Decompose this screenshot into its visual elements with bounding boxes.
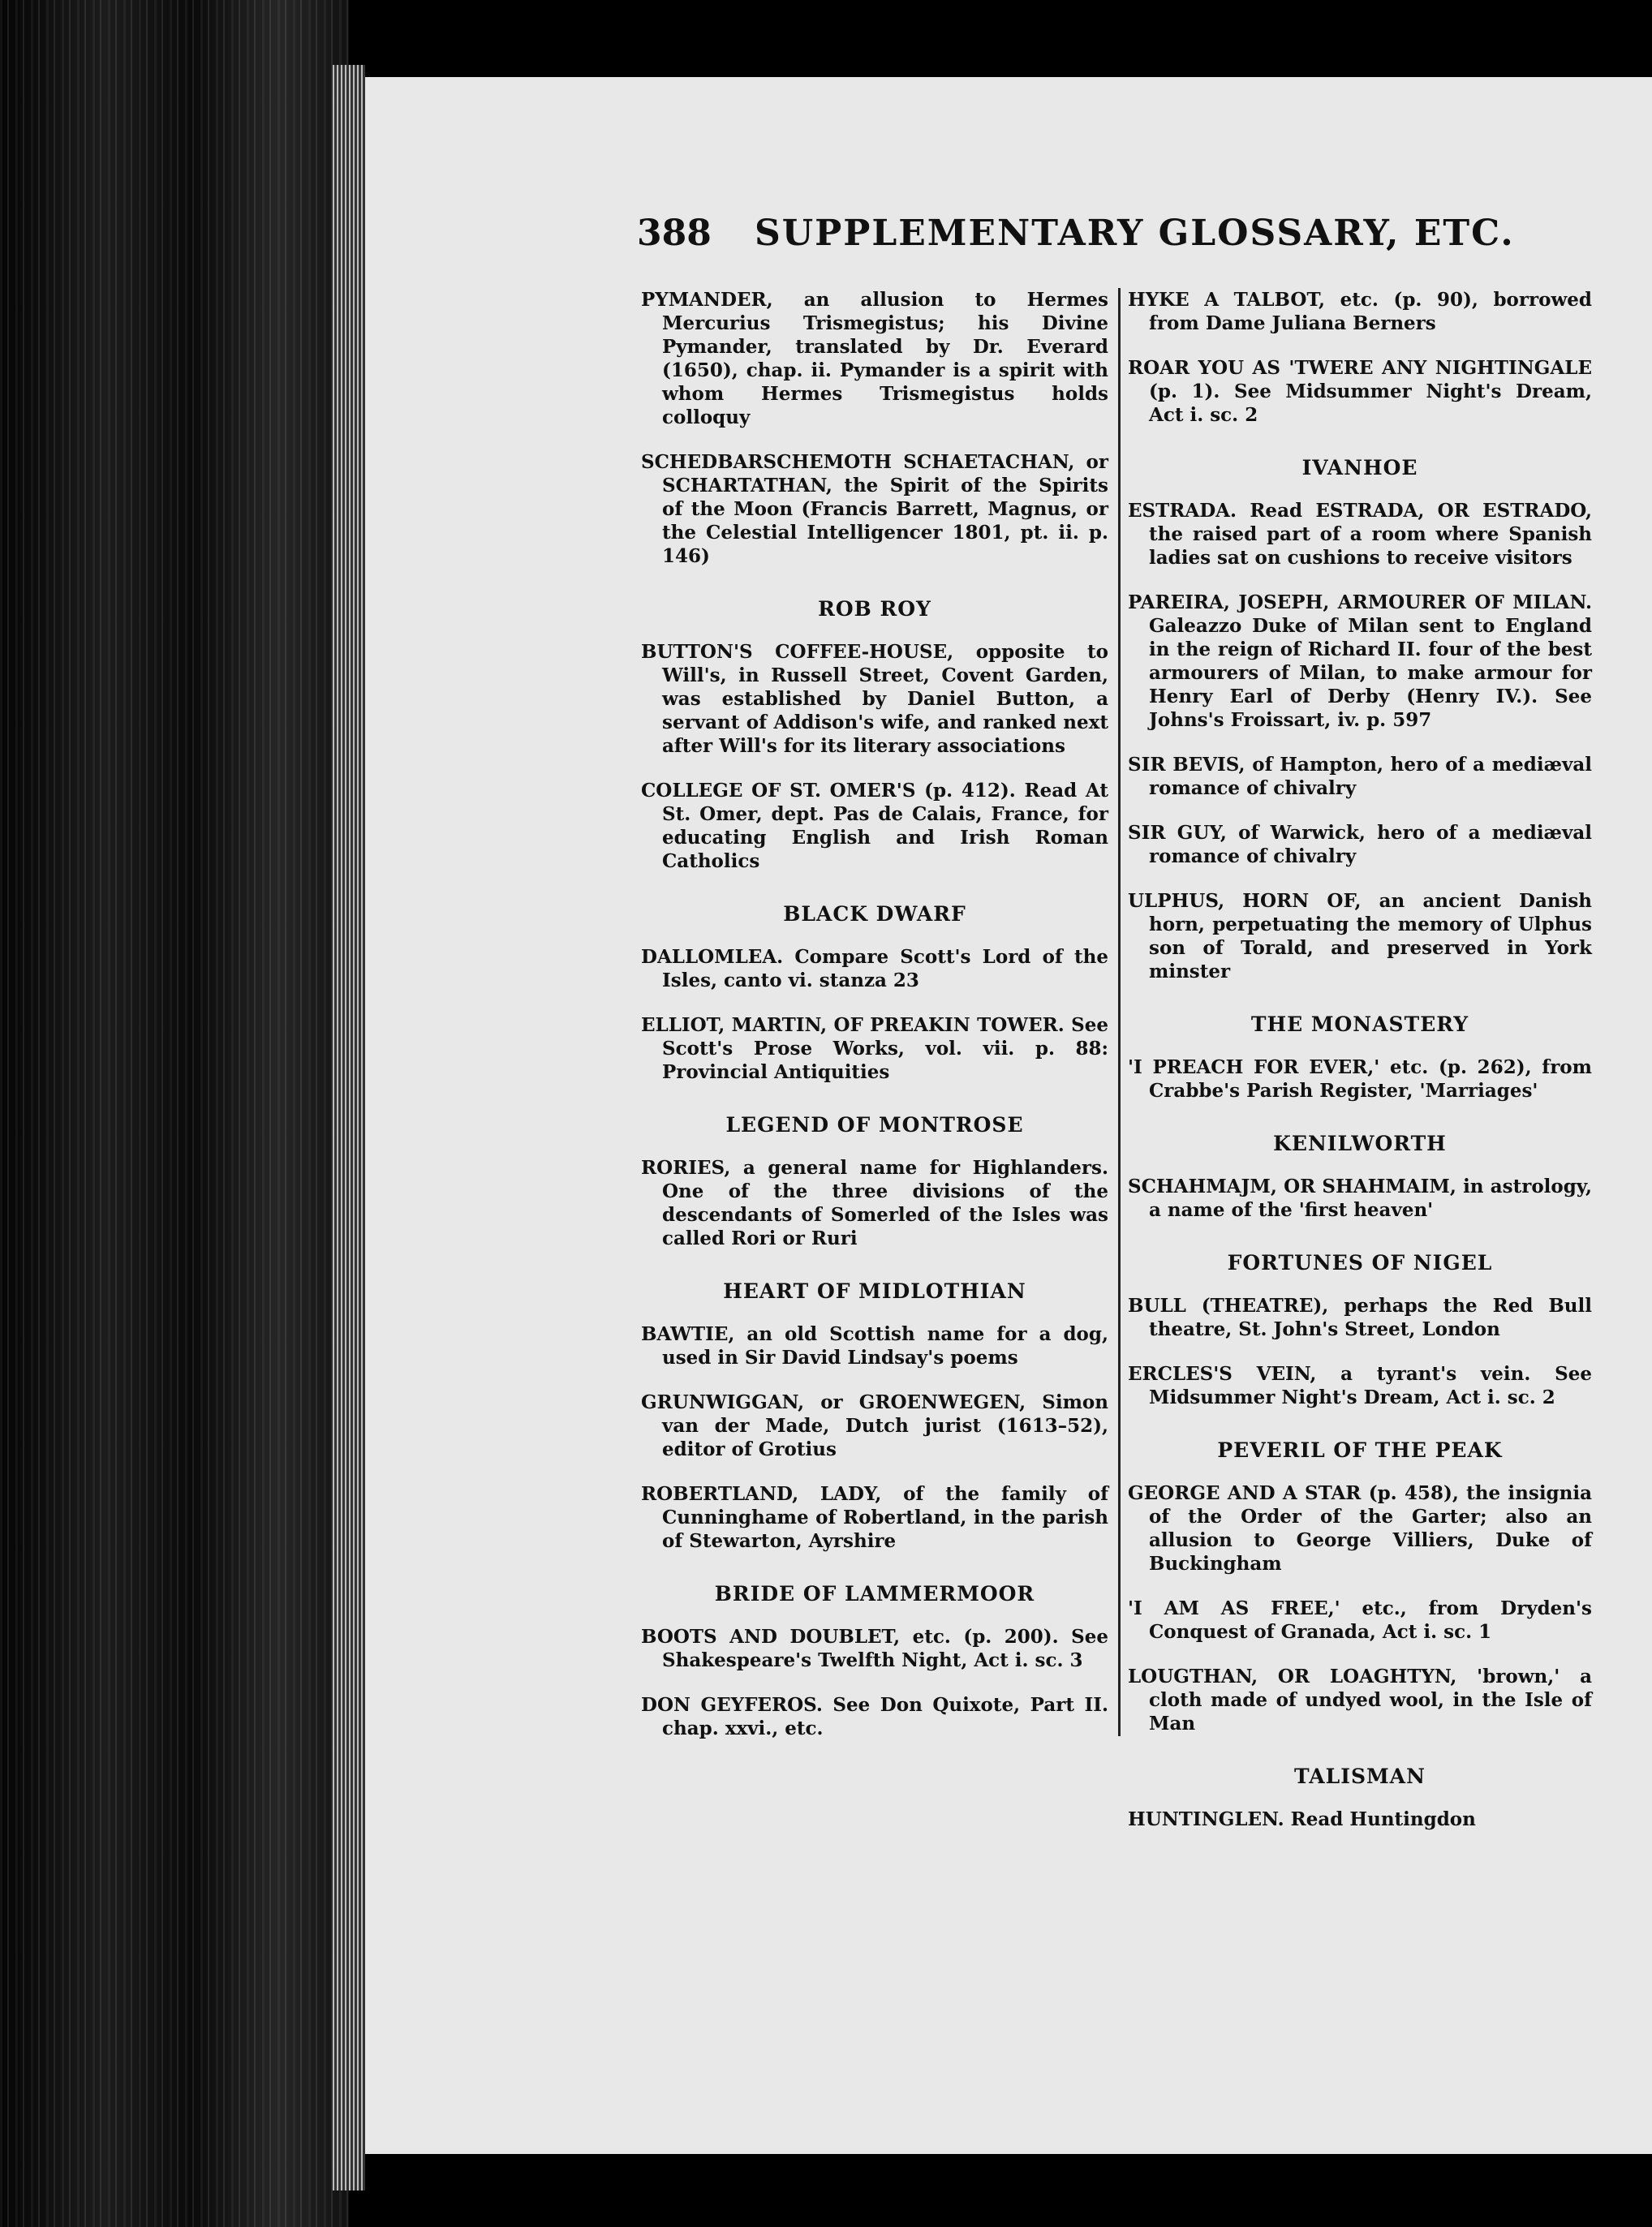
glossary-entry: COLLEGE OF ST. OMER'S (p. 412). Read At St. Omer, dept. Pas de Calais, France, for educating English and Irish Roman Catholics	[641, 780, 1108, 872]
glossary-entry: GRUNWIGGAN, or GROENWEGEN, Simon van der Made, Dutch jurist (1613–52), editor of Grotius	[641, 1391, 1108, 1460]
glossary-entry: ELLIOT, MARTIN, OF PREAKIN TOWER. See Scott's Prose Works, vol. vii. p. 88: Provincial Antiquities	[641, 1014, 1108, 1083]
glossary-entry: ULPHUS, HORN OF, an ancient Danish horn, perpetuating the memory of Ulphus son of Torald, and preserved in York minster	[1128, 890, 1592, 982]
running-title: SUPPLEMENTARY GLOSSARY, ETC.	[755, 213, 1515, 254]
page-header	[637, 213, 1515, 269]
glossary-entry: HYKE A TALBOT, etc. (p. 90), borrowed from Dame Juliana Berners	[1128, 289, 1592, 334]
glossary-entry: ESTRADA. Read ESTRADA, OR ESTRADO, the raised part of a room where Spanish ladies sat on cushions to receive visitors	[1128, 500, 1592, 569]
glossary-entry: BAWTIE, an old Scottish name for a dog, used in Sir David Lindsay's poems	[641, 1323, 1108, 1369]
section-heading: KENILWORTH	[1273, 1132, 1447, 1155]
glossary-entry: RORIES, a general name for Highlanders. One of the three divisions of the descendants of Somerled of the Isles was called Rori or Ruri	[641, 1157, 1108, 1249]
section-heading: FORTUNES OF NIGEL	[1227, 1251, 1493, 1275]
column-rule	[1118, 288, 1121, 1736]
section-heading: ROB ROY	[818, 597, 931, 621]
section-heading: HEART OF MIDLOTHIAN	[723, 1279, 1026, 1303]
section-heading: PEVERIL OF THE PEAK	[1217, 1438, 1503, 1462]
glossary-entry: ROBERTLAND, LADY, of the family of Cunninghame of Robertland, in the parish of Stewarton, Ayrshire	[641, 1483, 1108, 1552]
left-column	[641, 288, 1108, 1761]
glossary-entry: PAREIRA, JOSEPH, ARMOURER OF MILAN. Galeazzo Duke of Milan sent to England in the reign of Richard II. four of the best armourers of Milan, to make armour for Henry Earl of Derby (Henry IV.). See Johns's Froissart, iv. p. 597	[1128, 591, 1592, 731]
section-heading: LEGEND OF MONTROSE	[725, 1113, 1024, 1137]
glossary-entry: PYMANDER, an allusion to Hermes Mercurius Trismegistus; his Divine Pymander, translated by Dr. Everard (1650), chap. ii. Pymander is a spirit with whom Hermes Trismegistus holds colloquy	[641, 289, 1108, 428]
book-spine	[0, 0, 349, 2227]
section-heading: IVANHOE	[1301, 456, 1418, 479]
section-heading: THE MONASTERY	[1250, 1012, 1469, 1036]
glossary-entry: 'I AM AS FREE,' etc., from Dryden's Conquest of Granada, Act i. sc. 1	[1128, 1597, 1592, 1643]
page-edges	[333, 65, 365, 2190]
right-column	[1128, 288, 1592, 1852]
glossary-entry: SCHEDBARSCHEMOTH SCHAETACHAN, or SCHARTATHAN, the Spirit of the Spirits of the Moon (Francis Barrett, Magnus, or the Celestial Intelligencer 1801, pt. ii. p. 146)	[641, 451, 1108, 567]
glossary-entry: BULL (THEATRE), perhaps the Red Bull theatre, St. John's Street, London	[1128, 1295, 1592, 1340]
glossary-entry: GEORGE AND A STAR (p. 458), the insignia of the Order of the Garter; also an allusion to George Villiers, Duke of Buckingham	[1128, 1482, 1592, 1575]
glossary-entry: HUNTINGLEN. Read Huntingdon	[1128, 1808, 1476, 1830]
glossary-entry: BUTTON'S COFFEE-HOUSE, opposite to Will's, in Russell Street, Covent Garden, was established by Daniel Button, a servant of Addison's wife, and ranked next after Will's for its literary associations	[641, 641, 1108, 757]
glossary-entry: ERCLES'S VEIN, a tyrant's vein. See Midsummer Night's Dream, Act i. sc. 2	[1128, 1363, 1592, 1408]
glossary-entry: BOOTS AND DOUBLET, etc. (p. 200). See Shakespeare's Twelfth Night, Act i. sc. 3	[641, 1626, 1108, 1671]
glossary-entry: SIR BEVIS, of Hampton, hero of a mediæval romance of chivalry	[1128, 754, 1592, 799]
glossary-entry: LOUGTHAN, OR LOAGHTYN, 'brown,' a cloth made of undyed wool, in the Isle of Man	[1128, 1666, 1592, 1735]
section-heading: BRIDE OF LAMMERMOOR	[714, 1582, 1035, 1606]
glossary-entry: DALLOMLEA. Compare Scott's Lord of the Isles, canto vi. stanza 23	[641, 946, 1108, 991]
glossary-entry: SIR GUY, of Warwick, hero of a mediæval romance of chivalry	[1128, 822, 1592, 867]
section-heading: TALISMAN	[1294, 1765, 1426, 1788]
glossary-entry: ROAR YOU AS 'TWERE ANY NIGHTINGALE (p. 1). See Midsummer Night's Dream, Act i. sc. 2	[1128, 357, 1592, 426]
glossary-entry: 'I PREACH FOR EVER,' etc. (p. 262), from Crabbe's Parish Register, 'Marriages'	[1128, 1056, 1592, 1102]
glossary-entry: SCHAHMAJM, OR SHAHMAIM, in astrology, a name of the 'first heaven'	[1128, 1176, 1592, 1221]
section-heading: BLACK DWARF	[783, 902, 966, 926]
page-number: 388	[637, 213, 712, 254]
glossary-entry: DON GEYFEROS. See Don Quixote, Part II. chap. xxvi., etc.	[641, 1694, 1108, 1739]
